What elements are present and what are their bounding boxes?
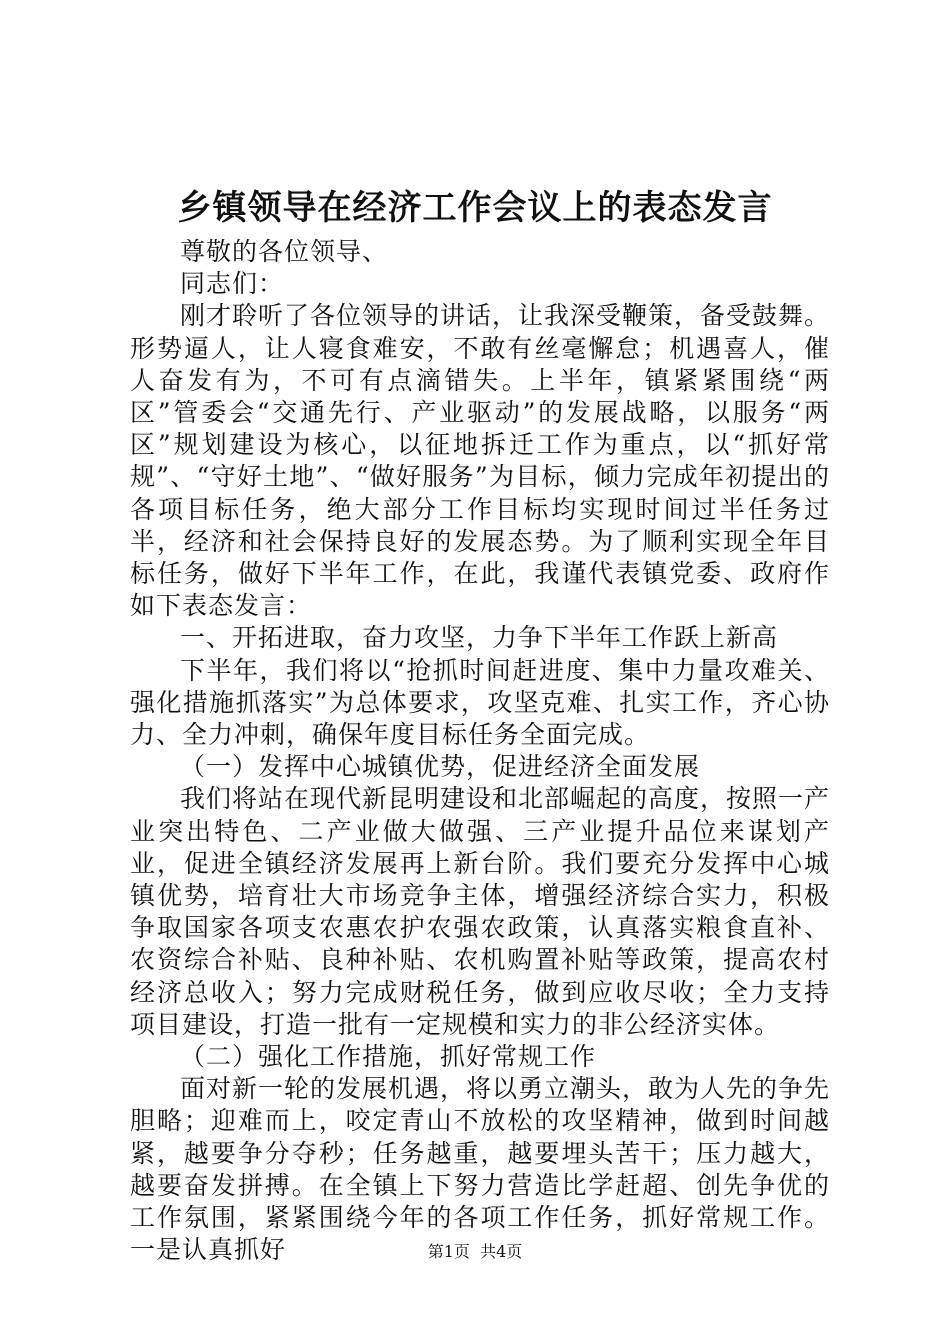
- page-footer: [0, 1240, 950, 1264]
- subsection-heading-1: （一）发挥中心城镇优势，促进经济全面发展: [180, 752, 701, 782]
- salutation-line-1: 尊敬的各位领导、: [180, 237, 389, 266]
- paragraph-subsection-1: 我们将站在现代新昆明建设和北部崛起的高度，按照一产业突出特色、二产业做大做强、三产业提升品位来谋划产业，促进全镇经济发展再上新台阶。我们要充分发挥中心城镇优势，培育壮大市场竞争主体，增强经济综合实力，积极争取国家各项支农惠农护农强农政策，认真落实粮食直补、农资综合补贴、良种补贴、农机购置补贴等政策，提高农村经济总收入；努力完成财税任务，做到应收尽收；全力支持项目建设，打造一批有一定规模和实力的非公经济实体。: [130, 784, 831, 1039]
- salutation-line-2: 同志们：: [180, 269, 285, 299]
- paragraph-subsection-2: 面对新一轮的发展机遇，将以勇立潮头，敢为人先的争先胆略；迎难而上，咬定青山不放松的攻坚精神，做到时间越紧，越要争分夺秒；任务越重，越要埋头苦干；压力越大，越要奋发拼搏。在全镇上下努力营造比学赶超、创先争优的工作氛围，紧紧围绕今年的各项工作任务，抓好常规工作。一是认真抓好: [130, 1074, 831, 1265]
- subsection-heading-2: （二）强化工作措施，抓好常规工作: [180, 1042, 597, 1072]
- document-body: [130, 236, 830, 1267]
- page-total: 共4页: [480, 1242, 523, 1261]
- document-title: 乡镇领导在经济工作会议上的表态发言: [177, 188, 773, 228]
- paragraph-section-1: 下半年，我们将以“抢抓时间赶进度、集中力量攻难关、强化措施抓落实”为总体要求，攻坚克难、扎实工作，齐心协力、全力冲刺，确保年度目标任务全面完成。: [130, 655, 830, 750]
- section-heading-1: 一、开拓进取，奋力攻坚，力争下半年工作跃上新高: [180, 623, 779, 653]
- paragraph-opening: 刚才聆听了各位领导的讲话，让我深受鞭策，备受鼓舞。形势逼人，让人寝食难安，不敢有丝毫懈怠；机遇喜人，催人奋发有为，不可有点滴错失。上半年，镇紧紧围绕“两区”管委会“交通先行、产业驱动”的发展战略，以服务“两区”规划建设为核心，以征地拆迁工作为重点，以“抓好常规”、“守好土地”、“做好服务”为目标，倾力完成年初提出的各项目标任务，绝大部分工作目标均实现时间过半任务过半，经济和社会保持良好的发展态势。为了顺利实现全年目标任务，做好下半年工作，在此，我谨代表镇党委、政府作如下表态发言：: [130, 301, 831, 621]
- page-number: 第1页: [427, 1242, 470, 1261]
